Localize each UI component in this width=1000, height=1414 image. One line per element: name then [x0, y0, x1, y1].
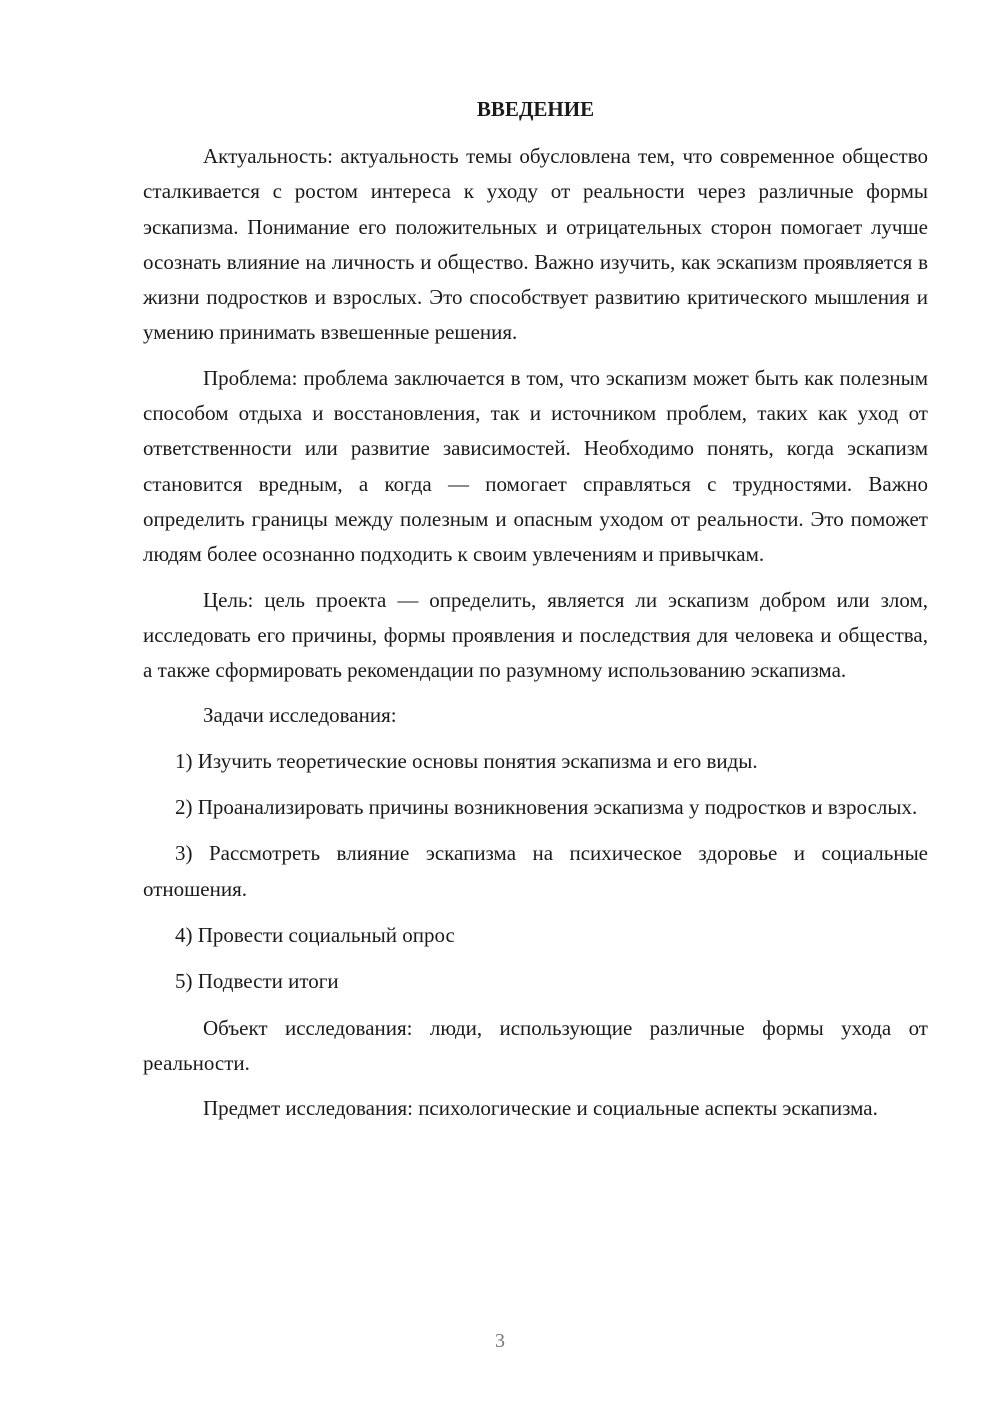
paragraph-object: Объект исследования: люди, использующие различные формы ухода от реальности. — [143, 1015, 928, 1075]
task-item-2: 2) Проанализировать причины возникновения эскапизма у подростков и взрослых. — [175, 795, 918, 820]
paragraph-problem: Проблема: проблема заключается в том, что эскапизм может быть как полезным способом отдыха и восстановления, так и источником проблем, таких как уход от ответственности или развитие зависимостей. Необходимо понять, когда эскапизм становится вредным, а когда — помогает справляться с трудностями. Важно определить границы между полезным и опасным уходом от реальности. Это поможет людям более осознанно подходить к своим увлечениям и привычкам. — [143, 365, 928, 567]
tasks-heading: Задачи исследования: — [203, 703, 397, 728]
page-number: 3 — [495, 1330, 505, 1352]
paragraph-goal: Цель: цель проекта — определить, является ли эскапизм добром или злом, исследовать его причины, формы проявления и последствия для человека и общества, а также сформировать рекомендации по разумному использованию эскапизма. — [143, 587, 928, 683]
paragraph-subject: Предмет исследования: психологические и социальные аспекты эскапизма. — [203, 1096, 878, 1121]
task-item-5: 5) Подвести итоги — [175, 969, 339, 994]
paragraph-relevance: Актуальность: актуальность темы обусловлена тем, что современное общество сталкивается с ростом интереса к уходу от реальности через различные формы эскапизма. Понимание его положительных и отрицательных сторон помогает лучше осознать влияние на личность и общество. Важно изучить, как эскапизм проявляется в жизни подростков и взрослых. Это способствует развитию критического мышления и умению принимать взвешенные решения. — [143, 144, 928, 345]
document-body — [143, 92, 928, 1126]
task-item-3: 3) Рассмотреть влияние эскапизма на психическое здоровье и социальные отношения. — [143, 841, 928, 901]
page-title: ВВЕДЕНИЕ — [476, 97, 595, 121]
task-item-1: 1) Изучить теоретические основы понятия эскапизма и его виды. — [175, 748, 758, 773]
task-item-4: 4) Провести социальный опрос — [175, 922, 455, 947]
